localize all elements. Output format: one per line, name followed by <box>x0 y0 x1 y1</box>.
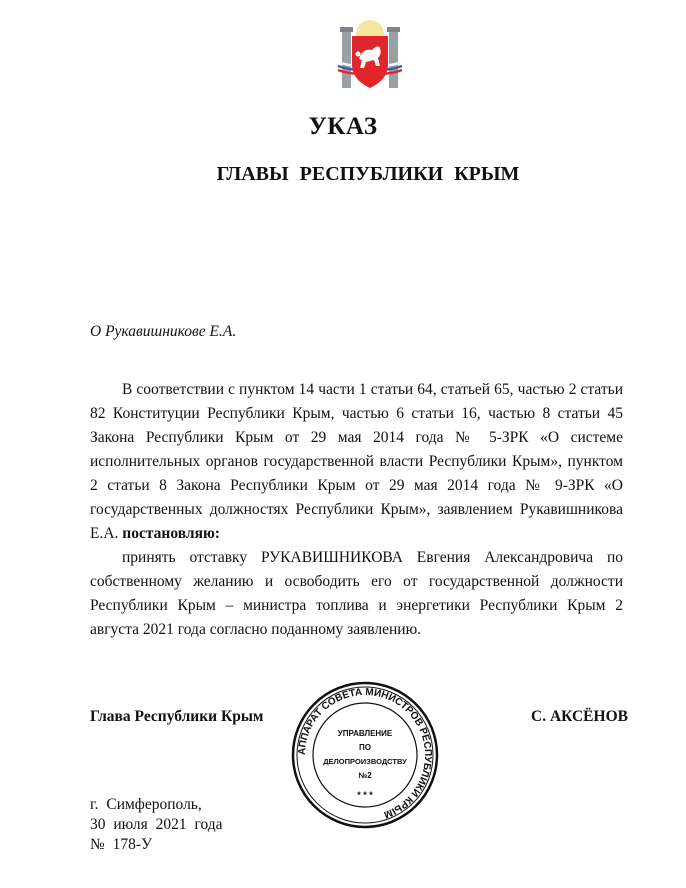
decree-keyword: постановляю: <box>122 525 220 542</box>
stamp-line4: №2 <box>358 771 372 780</box>
signature-title: Глава Республики Крым <box>90 708 264 725</box>
decision-paragraph: принять отставку РУКАВИШНИКОВА Евгения Александровича по собственному желанию и освободить его от государственной должности Республики Крым – министра топлива и энергетики Республики Крым 2 августа 2021 года согласно поданному заявлению. <box>90 549 623 638</box>
stamp-line3: ДЕЛОПРОИЗВОДСТВУ <box>323 757 407 766</box>
document-subject: О Рукавишникове Е.А. <box>90 323 237 340</box>
signature-name: С. АКСЁНОВ <box>531 708 628 725</box>
preamble-paragraph <box>90 378 623 546</box>
stamp-ring-text: АППАРАТ СОВЕТА МИНИСТРОВ РЕСПУБЛИКИ КРЫМ <box>296 686 434 820</box>
preamble-text: В соответствии с пунктом 14 части 1 статьи 64, статьей 65, частью 2 статьи 82 Конституции Республики Крым, частью 6 статьи 16, частью 8 статьи 45 Закона Республики Крым от 29 мая 2014 года № 5-ЗРК «О системе исполнительных органов государственной власти Республики Крым», пунктом 2 статьи 8 Закона Республики Крым от 29 мая 2014 года № 9-ЗРК «О государственных должностях Республики Крым», заявлением Рукавишникова Е.А. <box>90 381 623 542</box>
issue-place: г. Симферополь, <box>90 796 202 813</box>
official-stamp <box>290 680 440 830</box>
document-subtitle: ГЛАВЫ РЕСПУБЛИКИ КРЫМ <box>216 163 520 185</box>
document-title: УКАЗ <box>308 113 378 140</box>
stamp-line1: УПРАВЛЕНИЕ <box>337 729 393 738</box>
stamp-stars: * * * <box>357 790 373 800</box>
decree-number: № 178-У <box>90 836 153 853</box>
issue-details <box>90 795 223 855</box>
crimea-coat-of-arms-icon <box>334 12 406 92</box>
stamp-line2: ПО <box>359 743 371 752</box>
issue-date: 30 июля 2021 года <box>90 816 223 833</box>
